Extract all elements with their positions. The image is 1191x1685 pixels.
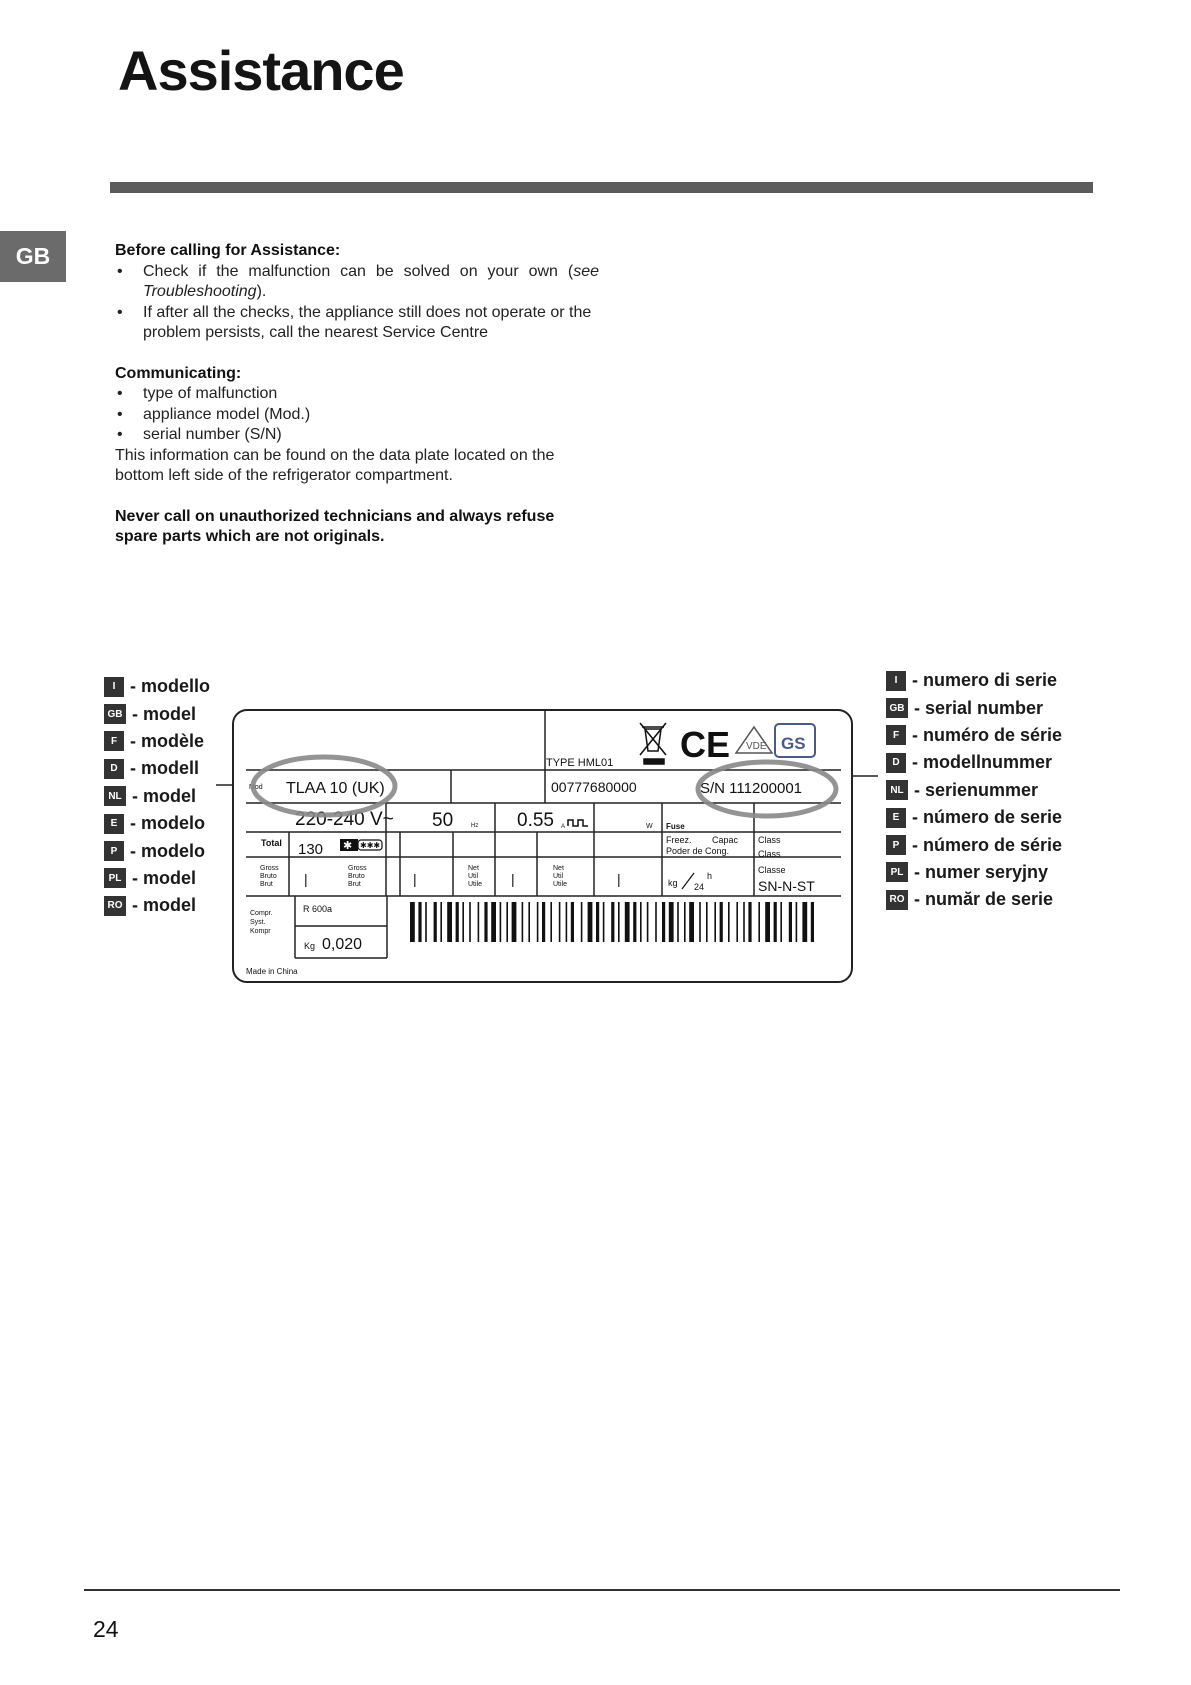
net-label: Util: [468, 873, 479, 880]
freez-label: Freez.: [666, 835, 692, 845]
class-label: Class: [758, 835, 781, 845]
barcode-bar: [714, 902, 716, 942]
barcode-bar: [500, 902, 502, 942]
barcode-bar: [506, 902, 508, 942]
lang-badge: GB: [104, 704, 126, 724]
w-unit: W: [646, 823, 653, 830]
page-number: 24: [93, 1616, 119, 1642]
serial-label: - numero di serie: [912, 670, 1058, 691]
barcode-bar: [456, 902, 459, 942]
compr-label: Compr.: [250, 910, 273, 917]
data-plate-info: This information can be found on the data plate located on the bottom left side of the refrigerator compartment.: [115, 446, 555, 484]
barcode-bar: [581, 902, 583, 942]
communicating-item: • type of malfunction: [115, 384, 599, 405]
barcode-bar: [596, 902, 599, 942]
compr-label: Kompr: [250, 928, 271, 935]
barcode-bar: [418, 902, 421, 942]
barcode-bar: [447, 902, 452, 942]
serial-label: - serial number: [914, 697, 1044, 718]
class-label: Class: [758, 849, 781, 859]
serial-label: - número de série: [912, 834, 1063, 855]
barcode-bar: [736, 902, 738, 942]
ce-mark: CE: [680, 724, 731, 765]
barcode-bar: [684, 902, 686, 942]
gross-value-bar: |: [413, 871, 417, 887]
model-label: - modello: [130, 676, 210, 697]
lang-badge: NL: [104, 786, 126, 806]
gross-label: Brut: [260, 881, 273, 888]
total-value: 130: [298, 841, 324, 858]
barcode-bar: [633, 902, 636, 942]
barcode-bar: [528, 902, 530, 942]
communicating-item: • serial number (S/N): [115, 425, 599, 446]
communicating-item: • appliance model (Mod.): [115, 405, 599, 426]
barcode-bar: [566, 902, 568, 942]
model-label: - modell: [130, 758, 200, 779]
barcode-bar: [706, 902, 708, 942]
serial-label: - número de serie: [912, 807, 1063, 828]
classe-label: Classe: [758, 865, 786, 875]
barcode-bar: [720, 902, 723, 942]
hz-unit: Hz: [471, 823, 479, 829]
barcode-bar: [542, 902, 545, 942]
serial-label: - numer seryjny: [914, 861, 1049, 882]
bullet-1-end: ).: [256, 283, 267, 300]
net-label: Util: [553, 873, 564, 880]
barcode-bar: [765, 902, 770, 942]
gross-value-bar: |: [304, 871, 308, 887]
fuse-label: Fuse: [666, 822, 685, 831]
net-label: Net: [553, 865, 564, 872]
barcode-bar: [537, 902, 539, 942]
barcode-bar: [522, 902, 524, 942]
lang-badge: D: [886, 753, 906, 773]
lang-badge: F: [104, 731, 124, 751]
plate-voltage: 220-240 V~: [295, 809, 394, 830]
climate-class: SN-N-ST: [758, 878, 815, 894]
warning-text: Never call on unauthorized technicians and always refuse spare parts which are not originals.: [115, 507, 555, 545]
lang-badge: P: [104, 841, 124, 861]
plate-current: 0.55: [517, 810, 554, 831]
barcode-bar: [603, 902, 605, 942]
barcode-bar: [618, 902, 620, 942]
before-calling-bullet-2: • If after all the checks, the appliance still does not operate or the problem persists, call the nearest Service Centre: [115, 303, 599, 344]
barcode-bar: [484, 902, 487, 942]
barcode-bar: [811, 902, 814, 942]
barcode-bar: [662, 902, 665, 942]
barcode-bar: [748, 902, 751, 942]
barcode-bar: [434, 902, 437, 942]
barcode-bar: [699, 902, 701, 942]
lang-badge: GB: [886, 698, 908, 718]
lang-badge: RO: [104, 896, 126, 916]
model-label: - model: [132, 703, 197, 724]
net-value-bar: |: [511, 871, 515, 887]
plate-type: TYPE HML01: [546, 757, 614, 769]
barcode-bar: [655, 902, 657, 942]
plate-model: TLAA 10 (UK): [286, 780, 385, 797]
barcode-bar: [677, 902, 679, 942]
troubleshooting-reference: see Troubleshooting: [143, 262, 599, 300]
total-label: Total: [261, 838, 282, 848]
barcode-bar: [512, 902, 517, 942]
barcode-bar: [550, 902, 552, 942]
lang-badge: NL: [886, 780, 908, 800]
serial-label: - modellnummer: [912, 752, 1053, 773]
before-calling-heading: Before calling for Assistance:: [115, 242, 341, 259]
made-in: Made in China: [246, 967, 298, 976]
gross-label: Bruto: [260, 873, 277, 880]
barcode-bar: [410, 902, 415, 942]
refrigerant: R 600a: [303, 904, 333, 914]
barcode-bar: [611, 902, 614, 942]
barcode-bar: [478, 902, 480, 942]
barcode-bar: [802, 902, 807, 942]
kg-label: Kg: [304, 941, 316, 951]
barcode-bar: [743, 902, 745, 942]
language-tab: GB: [0, 231, 66, 282]
kg-unit: kg: [668, 878, 678, 888]
gross-label: Gross: [348, 865, 367, 872]
barcode-bar: [758, 902, 760, 942]
lang-badge: PL: [104, 868, 126, 888]
serial-label: - număr de serie: [914, 889, 1054, 910]
barcode-bar: [571, 902, 574, 942]
model-label: - modelo: [130, 840, 205, 861]
lang-badge: D: [104, 759, 124, 779]
gross-label: Brut: [348, 881, 361, 888]
net-label: Net: [468, 865, 479, 872]
barcode-bar: [789, 902, 792, 942]
h-unit: h: [707, 871, 713, 881]
lang-badge: I: [886, 671, 906, 691]
barcode-bar: [728, 902, 730, 942]
barcode-bar: [559, 902, 561, 942]
lang-badge: PL: [886, 862, 908, 882]
plate-serial: S/N 111200001: [700, 780, 803, 797]
model-label: - model: [132, 785, 197, 806]
svg-text:✱: ✱: [343, 840, 353, 852]
plate-frequency: 50: [432, 810, 454, 831]
barcode-bar: [647, 902, 649, 942]
model-label: - modèle: [130, 730, 205, 751]
vde-mark-text: VDE: [746, 741, 767, 752]
barcode-bar: [625, 902, 630, 942]
freezer-stars-icon: [340, 839, 382, 852]
barcode-bar: [774, 902, 777, 942]
barcode-bar: [425, 902, 427, 942]
model-label: - model: [132, 895, 197, 916]
plate-code: 00777680000: [551, 779, 637, 795]
lang-badge: F: [886, 725, 906, 745]
capac-label: Capac: [712, 835, 739, 845]
barcode-bar: [462, 902, 464, 942]
net-label: Utile: [553, 881, 568, 888]
serial-label: - serienummer: [914, 779, 1039, 800]
lang-badge: RO: [886, 890, 908, 910]
lang-badge: E: [104, 814, 124, 834]
lang-badge: I: [104, 677, 124, 697]
model-label: - modelo: [130, 813, 205, 834]
page-title: Assistance: [118, 39, 404, 102]
barcode-bar: [469, 902, 471, 942]
refrigerant-charge: 0,020: [322, 936, 363, 953]
gross-label: Bruto: [348, 873, 365, 880]
data-plate: [232, 709, 853, 983]
footer-rule: [84, 1589, 1120, 1591]
mod-label: Mod: [249, 784, 263, 791]
barcode-bar: [689, 902, 694, 942]
amp-unit: A: [561, 824, 566, 830]
gs-mark-text: GS: [781, 734, 806, 753]
bullet-1-text: Check if the malfunction can be solved on your own (: [143, 262, 574, 280]
barcode-bar: [780, 902, 782, 942]
barcode-bar: [669, 902, 674, 942]
net-value-bar: |: [617, 871, 621, 887]
barcode-bar: [796, 902, 798, 942]
rate-value: 24: [694, 882, 705, 892]
serial-label: - numéro de série: [912, 724, 1063, 745]
barcode-bar: [491, 902, 496, 942]
barcode-bar: [440, 902, 442, 942]
lang-badge: E: [886, 808, 906, 828]
gross-label: Gross: [260, 865, 279, 872]
lang-badge: P: [886, 835, 906, 855]
net-label: Utile: [468, 881, 483, 888]
model-label: - model: [132, 867, 197, 888]
communicating-heading: Communicating:: [115, 364, 242, 382]
barcode-bar: [588, 902, 593, 942]
poder-label: Poder de Cong.: [666, 846, 730, 856]
svg-text:✱✱✱: ✱✱✱: [360, 841, 381, 850]
compr-label: Syst.: [250, 919, 266, 926]
barcode-bar: [640, 902, 642, 942]
